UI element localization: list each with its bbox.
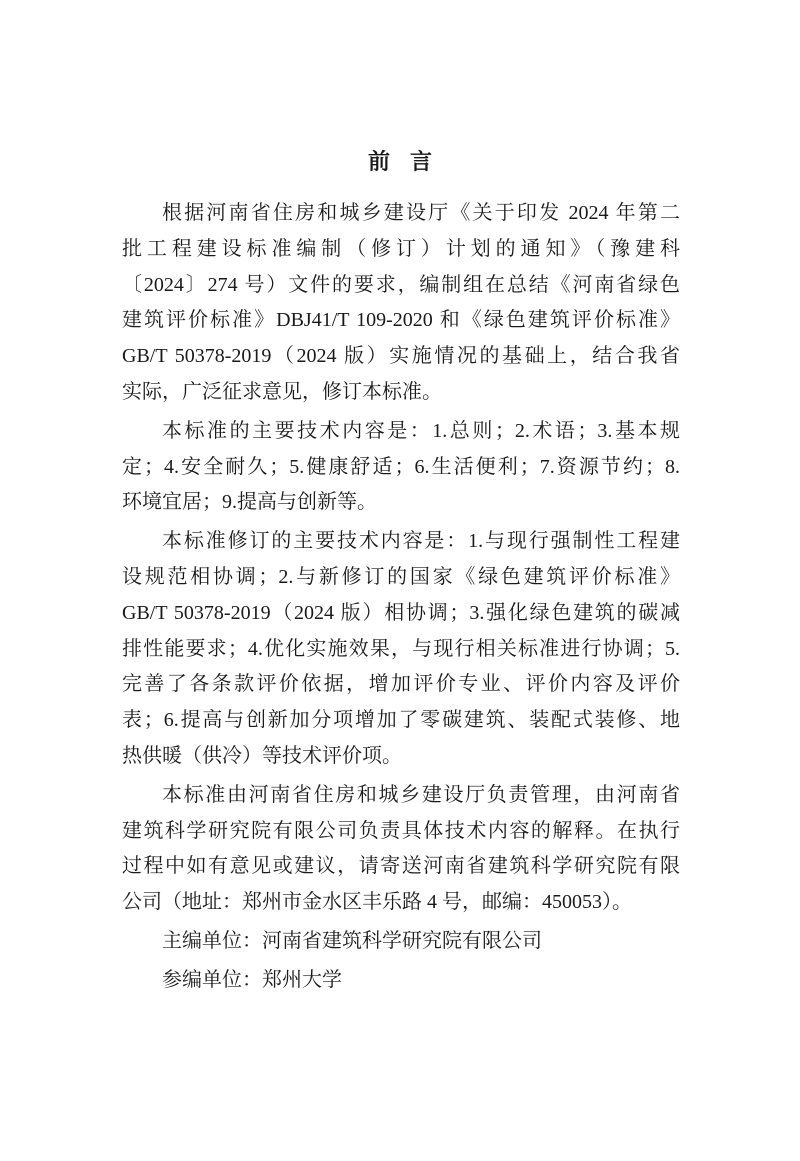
text-line: 过程中如有意见或建议，请寄送河南省建筑科学研究院有限 <box>122 855 680 878</box>
text-line: 表；6.提高与创新加分项增加了零碳建筑、装配式装修、地 <box>122 709 680 732</box>
text-line: 排性能要求；4.优化实施效果，与现行相关标准进行协调；5. <box>122 637 680 660</box>
page-title: 前言 <box>367 149 452 174</box>
text-line: 热供暖（供冷）等技术评价项。 <box>122 744 402 767</box>
text-line: 实际，广泛征求意见，修订本标准。 <box>122 380 442 403</box>
text-line: 批工程建设标准编制（修订）计划的通知》（豫建科 <box>122 237 680 260</box>
text-line: GB/T 50378-2019（2024 版）相协调；3.强化绿色建筑的碳减 <box>122 601 680 624</box>
text-line: 〔2024〕274 号）文件的要求，编制组在总结《河南省绿色 <box>122 273 680 296</box>
paragraph <box>122 527 680 778</box>
text-line: 建筑评价标准》DBJ41/T 109-2020 和《绿色建筑评价标准》 <box>122 309 680 332</box>
text-line: 设规范相协调；2.与新修订的国家《绿色建筑评价标准》 <box>122 565 680 588</box>
text-line: 本标准由河南省住房和城乡建设厅负责管理，由河南省 <box>162 783 680 806</box>
paragraph <box>122 417 680 524</box>
text-line: 定；4.安全耐久；5.健康舒适；6.生活便利；7.资源节约；8. <box>122 455 680 478</box>
text-line: GB/T 50378-2019（2024 版）实施情况的基础上，结合我省 <box>122 345 680 368</box>
text-line: 建筑科学研究院有限公司负责具体技术内容的解释。在执行 <box>122 819 680 842</box>
text-line: 公司（地址：郑州市金水区丰乐路 4 号，邮编：450053）。 <box>122 891 632 914</box>
text-line: 本标准修订的主要技术内容是：1.与现行强制性工程建 <box>162 530 680 553</box>
paragraph <box>122 927 680 963</box>
text-line: 根据河南省住房和城乡建设厅《关于印发 2024 年第二 <box>162 202 680 224</box>
text-line: 环境宜居；9.提高与创新等。 <box>122 491 377 514</box>
paragraph <box>122 781 680 924</box>
text-line: 参编单位：郑州大学 <box>162 968 342 991</box>
paragraph <box>122 966 680 1002</box>
paragraph <box>122 199 680 414</box>
text-line: 完善了各条款评价依据，增加评价专业、评价内容及评价 <box>122 673 680 696</box>
text-line: 本标准的主要技术内容是：1.总则；2.术语；3.基本规 <box>162 419 680 442</box>
document-body <box>122 199 680 1005</box>
text-line: 主编单位：河南省建筑科学研究院有限公司 <box>162 929 542 952</box>
